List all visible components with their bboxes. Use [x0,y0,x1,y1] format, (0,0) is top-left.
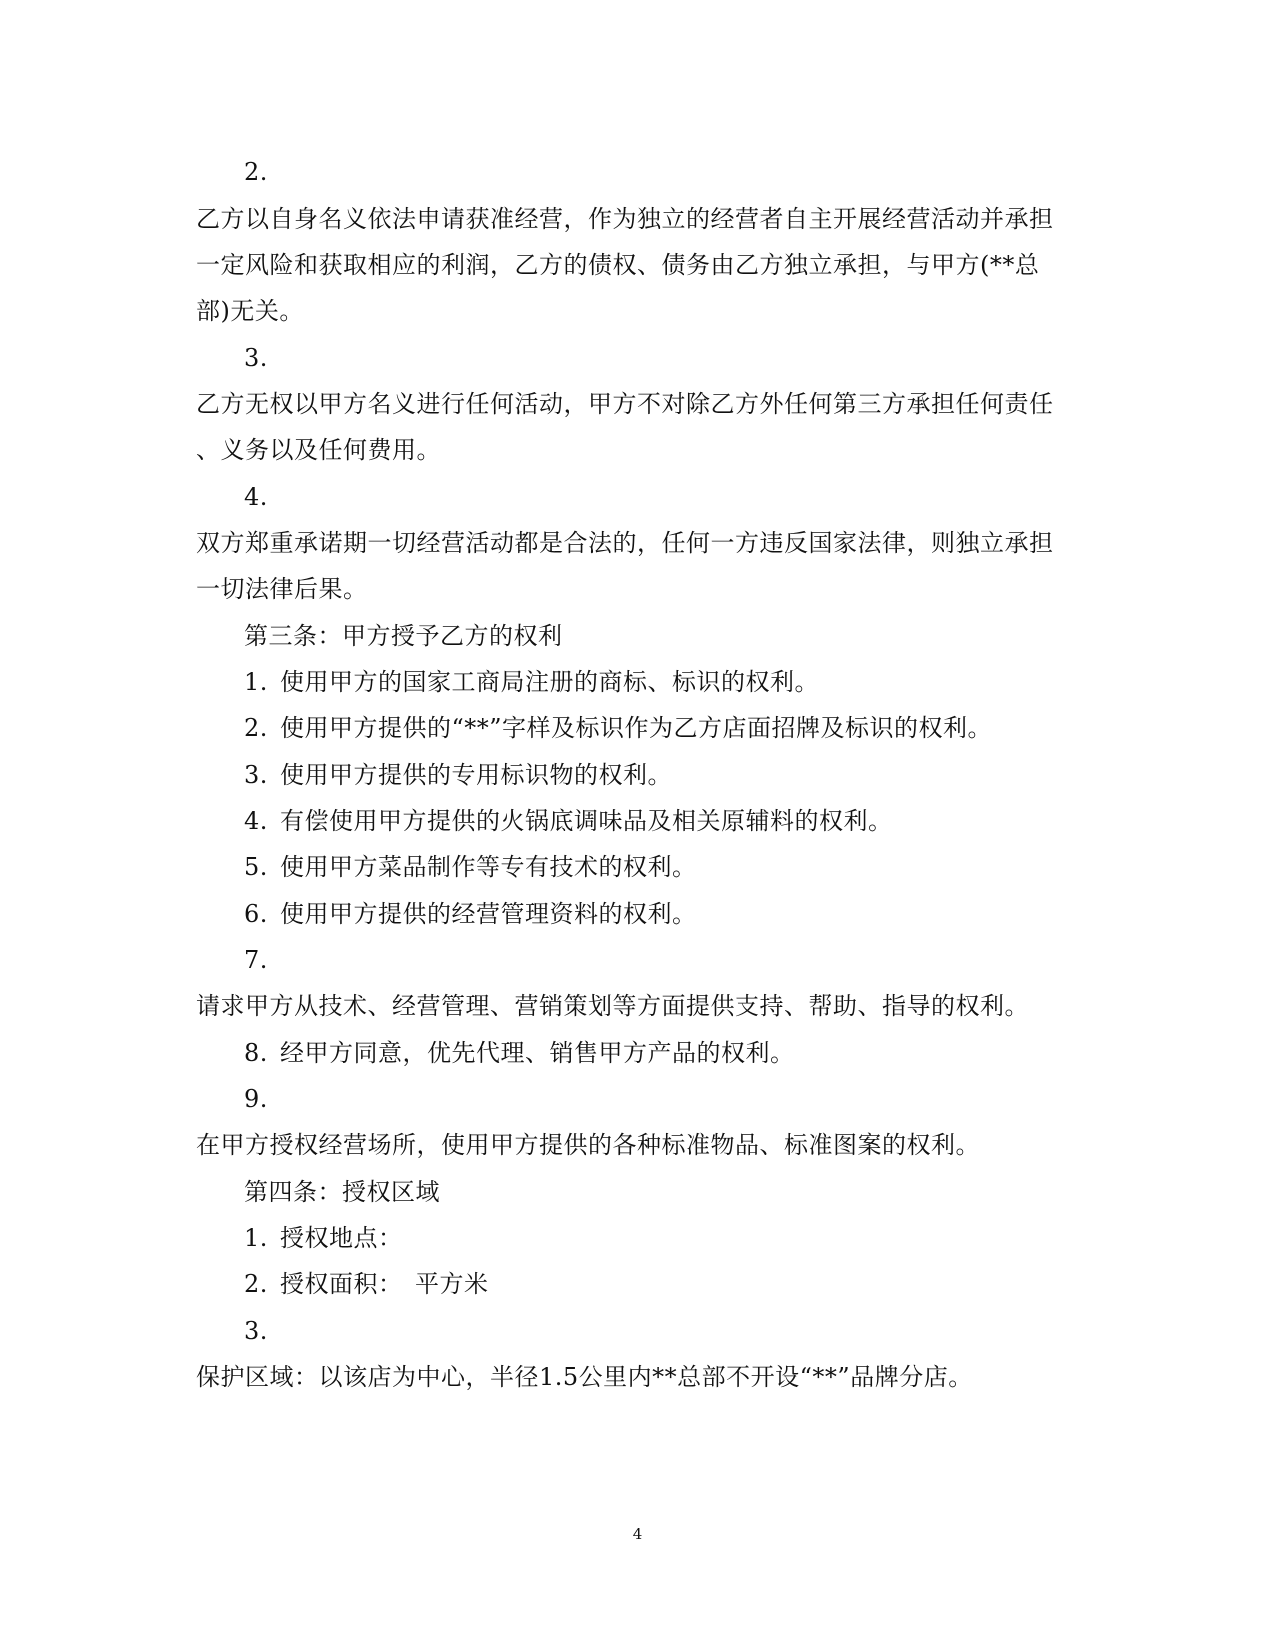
item-number: 7. [244,946,268,974]
paragraph-line: 在甲方授权经营场所，使用甲方提供的各种标准物品、标准图案的权利。 [196,1131,980,1159]
paragraph-line: 一定风险和获取相应的利润，乙方的债权、债务由乙方独立承担，与甲方(**总 [196,251,1040,279]
paragraph-line: 双方郑重承诺期一切经营活动都是合法的，任何一方违反国家法律，则独立承担 [196,529,1054,557]
list-text: 授权地点： [280,1224,403,1252]
paragraph-line: 、义务以及任何费用。 [196,436,441,464]
list-number: 5. [244,853,268,881]
list-number: 2. [244,1270,268,1298]
list-number: 1. [244,668,268,696]
page-number: 4 [632,1525,643,1543]
list-number: 2. [244,714,268,742]
list-number: 3. [244,761,268,789]
list-item [244,1268,489,1300]
item-number: 4. [244,483,268,511]
list-text: 有偿使用甲方提供的火锅底调味品及相关原辅料的权利。 [280,807,893,835]
paragraph-line: 乙方以自身名义依法申请获准经营，作为独立的经营者自主开展经营活动并承担 [196,205,1054,233]
list-item [244,712,992,744]
list-item [244,666,819,698]
list-item [244,805,893,837]
item-number: 3. [244,1317,268,1345]
list-text: 使用甲方提供的经营管理资料的权利。 [280,900,697,928]
list-item [244,759,672,791]
list-text: 使用甲方的国家工商局注册的商标、标识的权利。 [280,668,819,696]
list-item [244,1222,403,1254]
item-number: 3. [244,344,268,372]
list-text: 使用甲方提供的专用标识物的权利。 [280,761,672,789]
section-heading: 第四条：授权区域 [244,1178,440,1206]
paragraph-line: 乙方无权以甲方名义进行任何活动，甲方不对除乙方外任何第三方承担任何责任 [196,390,1054,418]
list-item [244,1037,795,1069]
list-text: 使用甲方提供的“**”字样及标识作为乙方店面招牌及标识的权利。 [280,714,993,742]
section-heading: 第三条：甲方授予乙方的权利 [244,622,563,650]
paragraph-line: 保护区域：以该店为中心，半径1.5公里内**总部不开设“**”品牌分店。 [196,1363,973,1391]
paragraph-line: 部)无关。 [196,297,304,325]
list-number: 4. [244,807,268,835]
list-number: 1. [244,1224,268,1252]
paragraph-line: 一切法律后果。 [196,575,368,603]
list-item [244,898,697,930]
list-item [244,851,697,883]
list-text: 授权面积： 平方米 [280,1270,489,1298]
paragraph-line: 请求甲方从技术、经营管理、营销策划等方面提供支持、帮助、指导的权利。 [196,992,1029,1020]
item-number: 2. [244,158,268,186]
list-number: 8. [244,1039,268,1067]
item-number: 9. [244,1085,268,1113]
list-text: 使用甲方菜品制作等专有技术的权利。 [280,853,697,881]
list-number: 6. [244,900,268,928]
list-text: 经甲方同意，优先代理、销售甲方产品的权利。 [280,1039,795,1067]
